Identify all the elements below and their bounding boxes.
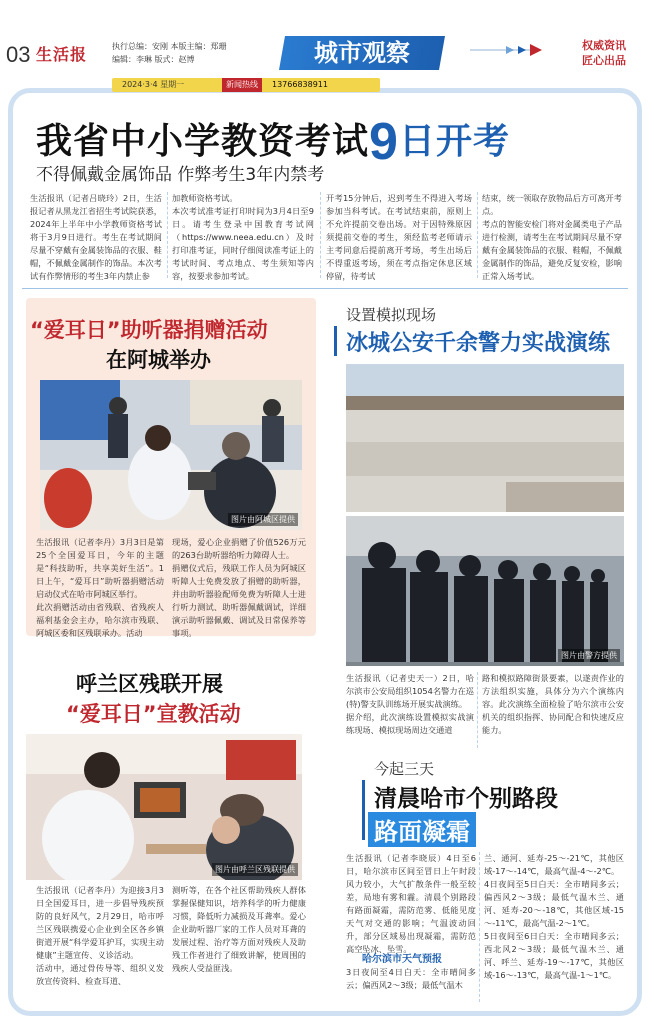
- slogan-line-1: 权威资讯: [582, 39, 626, 52]
- hulan-photo-caption: 图片由呼兰区残联提供: [212, 863, 298, 876]
- column-divider: [167, 192, 168, 278]
- forecast-title: 哈尔滨市天气预报: [362, 954, 442, 965]
- section-title: 城市观察: [314, 39, 410, 67]
- hotline-label: 新闻热线: [222, 78, 262, 92]
- ear-day-subtitle: 在阿城举办: [106, 348, 211, 372]
- newspaper-logo: 生活报: [36, 45, 88, 64]
- lead-column-3: 开考15分钟后，迟到考生不得进入考场参加当科考试。在考试结束前，原则上不允许提前交卷出场。对于因特殊原因须提前交卷的考生，须经监考老师请示主考同意后提前离开考场，考生出场后不得重返考场，须在考点指定休息区域停留，待考试: [326, 193, 472, 281]
- hulan-photo-image: [26, 734, 302, 880]
- weather-column-2: 兰、通河、延寿-25～-21℃，其他区域-17～-14℃，最高气温-4～-2℃。 4日夜间至5日白天：全市晴间多云；偏西风2～3级；最低气温木兰、通河、延寿-20～-18℃，其他区域-15～-11℃，最高气温-2～1℃。 5日夜间至6日白天：全市晴间多云；西北风2～3级；最低气温木兰、通河、呼兰、延寿-19～-17℃，其他区域-16～-13℃，最高气温-1～1℃。: [484, 853, 624, 980]
- ear-day-photo-caption: 图片由阿城区提供: [228, 513, 298, 526]
- weather-column-1: 生活报讯（记者李晓辰）4日至6日，哈尔滨市区间至冒日上午时段风力较小，大气扩散条件一般至较差，局地有雾和霾。清晨个别路段有路面凝霜，需防范雾、低能见度天气对交通的影响；气温波动回升，部分区域易出现凝霜，需防范高空坠冰、坠雪。: [346, 853, 476, 954]
- weather-forecast-start: 3日夜间至4日白天：全市晴间多云；偏西风2～3级；最低气温木: [346, 967, 476, 990]
- hulan-title: 呼兰区残联开展: [76, 672, 223, 696]
- police-title-bracket: [334, 326, 337, 356]
- arrows-decoration-icon: [470, 44, 550, 56]
- page-number: 03: [6, 42, 31, 67]
- credits-line-2: 编辑：李琳 版式：赵博: [112, 55, 195, 64]
- lead-headline-part1: 我省中小学教资考试: [36, 121, 370, 162]
- ear-day-title: “爱耳日”助听器捐赠活动: [30, 318, 268, 342]
- column-divider: [477, 672, 478, 748]
- slogan: [582, 38, 626, 68]
- police-photo-1: [346, 364, 624, 512]
- editor-credits: [112, 40, 227, 66]
- lead-column-4: 结束，统一领取存放物品后方可离开考点。 考点的智能安检门将对金属类电子产品进行检测，请考生在考试期间尽量不穿戴有金属装饰品的衣服、鞋帽，不佩戴金属制作的饰品，避免反复安检，影响正常入场考试。: [482, 193, 622, 281]
- weather-title-bracket: [362, 780, 365, 840]
- ear-day-column-2: 现场，爱心企业捐赠了价值526万元的263台助听器给听力障碍人士。 捐赠仪式后，残联工作人员为阿城区听障人士免费发放了捐赠的助听器，并由助听器验配师免费为听障人士进行听力测试、助听器佩戴调试，详细演示助听器佩戴、调试及日常保养等事项。: [172, 537, 306, 638]
- ear-day-photo: [40, 380, 302, 530]
- hulan-subtitle: “爱耳日”宣教活动: [66, 702, 241, 726]
- weather-kicker: 今起三天: [374, 760, 435, 778]
- hulan-column-1: 生活报讯（记者李丹）为迎接3月3日全国爱耳日，进一步倡导残疾预防的良好风气，2月29日，哈市呼兰区残联携爱心企业到全区各乡镇街道开展“科学爱耳护耳，实现主动健康”主题宣传、义诊活动。 活动中，通过骨传导等、组织义发放宣传资料、检查耳道、: [36, 885, 164, 986]
- lead-subheadline: 不得佩戴金属饰品 作弊考生3年内禁考: [36, 165, 325, 185]
- police-photo-1-image: [346, 364, 624, 512]
- hotline-number: 13766838911: [272, 80, 328, 89]
- ear-day-column-1: 生活报讯（记者李丹）3月3日是第25个全国爱耳日，今年的主题是“科技助听，共享美好生活”。1日上午，“爱耳日”助听器捐赠活动启动仪式在哈市阿城区举行。 此次捐赠活动由省残联、省残疾人福利基金会主办，哈尔滨市残联、阿城区委和区残联承办。活动: [36, 537, 164, 638]
- section-banner: [279, 36, 445, 70]
- police-photo-2: [346, 516, 624, 666]
- police-column-2: 路和模拟路障街景要素，以遂责作业的方法组织实施，具体分为六个演练内容。此次演练全面检验了哈尔滨市公安机关的组织指挥、协同配合和快速反应能力。: [482, 673, 624, 735]
- police-title: 冰城公安千余警力实战演练: [346, 331, 611, 356]
- column-divider: [320, 192, 321, 278]
- police-photo-2-image: [346, 516, 624, 666]
- weather-title: 清晨哈市个别路段: [374, 786, 558, 812]
- hulan-column-2: 测听等，在各个社区帮助残疾人群体掌握保健知识，培养科学的听力健康习惯，降低听力减损及耳聋率。爱心企业助听器厂家的工作人员对耳聋的发展过程、治疗等方面对残疾人及助残工作者进行了细致讲解，使周围的残疾人受益匪浅。: [172, 885, 306, 973]
- ear-day-photo-image: [40, 380, 302, 530]
- lead-headline-part2: 日开考: [398, 121, 510, 162]
- weather-title-highlight: 路面凝霜: [368, 812, 476, 847]
- lead-headline-number: 9: [369, 113, 399, 171]
- column-divider: [477, 192, 478, 278]
- section-divider: [22, 288, 628, 289]
- credits-line-1: 执行总编：安刚 本版主编：郑珊: [112, 42, 227, 51]
- lead-column-2: 加教师资格考试。 本次考试准考证打印时间为3月4日至9日。请考生登录中国教育考试网（https://www.neea.edu.cn）及时打印准考证，同时仔细阅读准考证上的考试时间、考点地点、考生须知等内容，按要求参加考试。: [172, 193, 314, 281]
- date-band: 2024·3·4 星期一: [112, 78, 380, 92]
- hulan-photo: [26, 734, 302, 880]
- column-divider: [479, 852, 480, 1002]
- lead-column-1: 生活报讯（记者吕晓玲）2日，生活报记者从黑龙江省招生考试院获悉，2024年上半年中小学教师资格考试将于3月9日进行。考生在考试期间尽量不穿戴有金属装饰品的衣服、鞋帽，不佩戴金属制作的饰品。本次考试有作弊情形的考生3年内禁止参: [30, 193, 162, 281]
- police-column-1: 生活报讯（记者史天一）2日，哈尔滨市公安局组织1054名警力在巡(特)警支队训练场开展实战演练。 据介绍，此次演练设置模拟实战演练现场、模拟现场周边交通道: [346, 673, 474, 735]
- police-kicker: 设置模拟现场: [346, 306, 437, 324]
- police-photo-caption: 图片由警方提供: [558, 649, 620, 662]
- slogan-line-2: 匠心出品: [582, 54, 626, 67]
